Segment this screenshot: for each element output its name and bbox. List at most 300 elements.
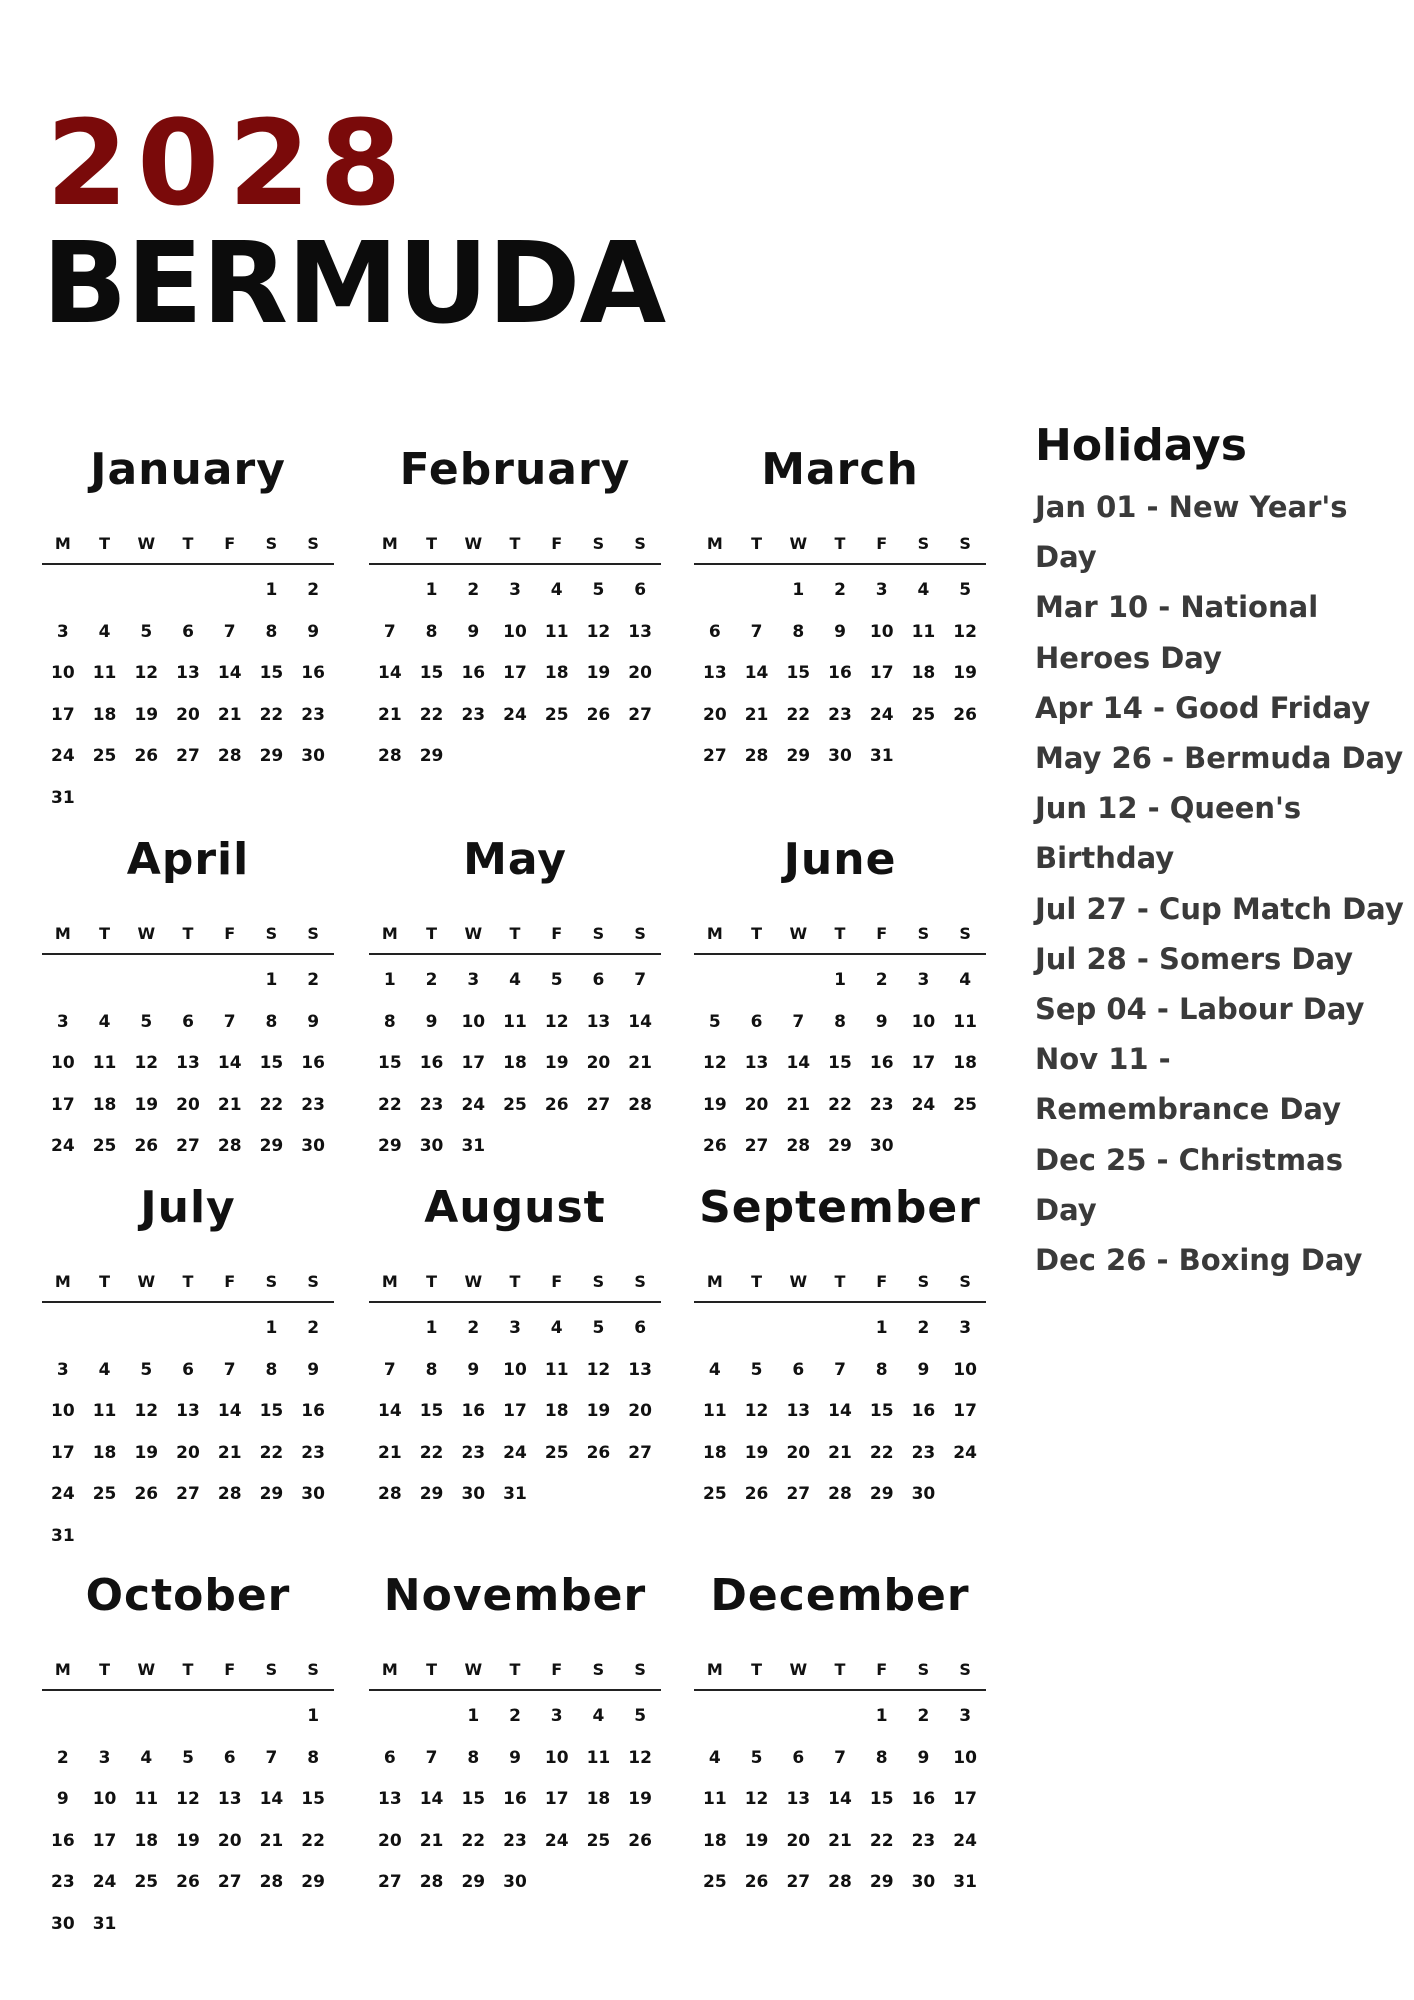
day-cell: 11 <box>544 621 569 642</box>
day-cell: 14 <box>786 1053 811 1073</box>
day-cell: 8 <box>425 1359 438 1380</box>
day-cell: 18 <box>503 1053 527 1073</box>
day-cell: 4 <box>550 580 563 600</box>
day-cell: 30 <box>911 1484 936 1504</box>
month-may <box>369 834 661 1175</box>
day-cell: 22 <box>869 1830 894 1851</box>
month-december <box>694 1570 986 1911</box>
day-cell: 19 <box>134 704 159 725</box>
empty-cell <box>209 577 251 619</box>
day-cell: 26 <box>703 1136 727 1156</box>
day-cell: 16 <box>419 1053 444 1073</box>
month-name: June <box>783 834 897 885</box>
day-cell: 6 <box>634 580 647 600</box>
day-cell: 3 <box>550 1706 563 1726</box>
day-cell: 7 <box>383 1359 396 1380</box>
day-cell: 29 <box>259 1484 284 1504</box>
day-cell: 3 <box>56 1011 69 1032</box>
day-cell: 10 <box>953 1359 977 1380</box>
day-cell: 16 <box>828 663 852 683</box>
weekday-header <box>42 1272 334 1303</box>
day-cell: 11 <box>134 1789 159 1809</box>
day-cell: 11 <box>703 1789 727 1809</box>
empty-cell <box>819 1315 861 1357</box>
day-cell: 24 <box>51 1136 75 1156</box>
day-cell: 28 <box>744 746 769 766</box>
day-cell: 20 <box>176 704 200 725</box>
day-cell: 4 <box>550 1318 563 1338</box>
day-cell: 12 <box>586 621 611 642</box>
day-cell: 31 <box>953 1872 977 1892</box>
day-cell: 12 <box>544 1011 569 1032</box>
weekday-label: F <box>876 534 888 553</box>
day-cell: 15 <box>869 1789 894 1809</box>
day-cell: 14 <box>259 1789 284 1809</box>
day-cell: 7 <box>834 1359 846 1380</box>
day-cell: 12 <box>134 663 159 683</box>
day-cell: 4 <box>708 1359 721 1380</box>
day-cell: 31 <box>51 1525 75 1546</box>
day-cell: 12 <box>176 1789 200 1809</box>
weekday-label: S <box>592 1272 605 1291</box>
day-cell: 9 <box>467 1359 480 1380</box>
day-cell: 6 <box>182 1011 194 1032</box>
day-cell: 11 <box>544 1359 569 1380</box>
day-cell: 22 <box>419 1442 444 1463</box>
day-cell: 1 <box>792 580 805 600</box>
day-cell: 10 <box>92 1789 117 1809</box>
day-cell: 29 <box>419 746 444 766</box>
day-cell: 17 <box>92 1830 117 1851</box>
day-cell: 19 <box>744 1830 769 1851</box>
day-cell: 27 <box>786 1872 811 1892</box>
weekday-label: M <box>381 1660 398 1679</box>
day-cell: 22 <box>378 1094 402 1115</box>
day-cell: 28 <box>378 1484 402 1504</box>
day-cell: 16 <box>911 1789 936 1809</box>
day-cell: 21 <box>828 1442 852 1463</box>
day-cell: 22 <box>259 1094 284 1115</box>
weekday-label: W <box>137 1272 156 1291</box>
day-cell: 18 <box>953 1053 977 1073</box>
day-cell: 6 <box>792 1747 805 1768</box>
empty-cell <box>125 577 167 619</box>
day-cell: 25 <box>703 1872 727 1892</box>
month-july <box>42 1182 334 1564</box>
day-cell: 5 <box>140 1359 153 1380</box>
holiday-item: Nov 11 - Remembrance Day <box>1035 1042 1341 1127</box>
day-cell: 11 <box>586 1747 611 1768</box>
day-cell: 22 <box>828 1094 852 1115</box>
day-cell: 17 <box>51 1094 75 1115</box>
holiday-item: Sep 04 - Labour Day <box>1035 992 1365 1027</box>
day-cell: 14 <box>378 663 402 683</box>
day-cell: 5 <box>959 580 972 600</box>
weekday-label: T <box>182 1660 194 1679</box>
weekday-label: W <box>789 1660 808 1679</box>
empty-cell <box>42 1703 84 1745</box>
day-cell: 20 <box>378 1830 402 1851</box>
day-cell: 26 <box>134 746 159 766</box>
day-cell: 30 <box>419 1136 444 1156</box>
day-cell: 14 <box>378 1401 402 1421</box>
day-cell: 31 <box>51 787 75 808</box>
day-cell: 13 <box>217 1789 242 1809</box>
day-cell: 21 <box>378 1442 402 1463</box>
weekday-label: T <box>509 1272 521 1291</box>
day-cell: 10 <box>51 663 75 683</box>
day-grid <box>42 1691 334 1952</box>
empty-cell <box>736 967 778 1009</box>
weekday-label: W <box>137 1660 156 1679</box>
day-grid <box>694 1303 986 1523</box>
day-cell: 3 <box>509 1318 521 1338</box>
day-cell: 14 <box>217 663 242 683</box>
day-cell: 29 <box>259 1136 284 1156</box>
holidays-list <box>1035 482 1405 1285</box>
day-cell: 16 <box>301 1053 325 1073</box>
empty-cell <box>777 967 819 1009</box>
day-cell: 25 <box>503 1094 527 1115</box>
day-cell: 1 <box>425 1318 438 1338</box>
day-cell: 23 <box>461 704 486 725</box>
empty-cell <box>694 1703 736 1745</box>
day-cell: 16 <box>301 1401 325 1421</box>
month-name: December <box>710 1570 970 1621</box>
day-cell: 27 <box>378 1872 402 1892</box>
holiday-item: Jun 12 - Queen's Birthday <box>1035 791 1302 876</box>
day-cell: 28 <box>217 1484 242 1504</box>
day-cell: 21 <box>828 1830 852 1851</box>
day-cell: 20 <box>176 1442 200 1463</box>
empty-cell <box>84 1315 126 1357</box>
month-november <box>369 1570 661 1911</box>
day-cell: 1 <box>875 1318 888 1338</box>
day-cell: 31 <box>461 1136 486 1156</box>
day-cell: 25 <box>134 1872 159 1892</box>
day-cell: 28 <box>786 1136 811 1156</box>
day-cell: 24 <box>461 1094 486 1115</box>
day-cell: 27 <box>744 1136 769 1156</box>
day-cell: 7 <box>223 621 236 642</box>
day-cell: 11 <box>503 1011 527 1032</box>
empty-cell <box>369 1315 411 1357</box>
day-cell: 3 <box>917 970 930 990</box>
weekday-label: M <box>381 924 398 943</box>
day-cell: 13 <box>744 1053 769 1073</box>
day-cell: 5 <box>750 1359 763 1380</box>
day-cell: 24 <box>911 1094 936 1115</box>
day-cell: 6 <box>592 970 605 990</box>
day-cell: 7 <box>792 1011 805 1032</box>
day-cell: 20 <box>703 704 727 725</box>
day-cell: 10 <box>51 1053 75 1073</box>
day-cell: 3 <box>98 1747 111 1768</box>
weekday-label: T <box>99 924 111 943</box>
year-heading: 2028 <box>46 94 411 232</box>
day-cell: 2 <box>307 970 320 990</box>
day-cell: 22 <box>869 1442 894 1463</box>
day-cell: 30 <box>301 746 325 766</box>
day-cell: 8 <box>834 1011 846 1032</box>
day-cell: 20 <box>217 1830 242 1851</box>
day-cell: 10 <box>503 621 527 642</box>
day-cell: 23 <box>828 704 852 725</box>
day-cell: 2 <box>307 1318 320 1338</box>
day-cell: 14 <box>419 1789 444 1809</box>
day-cell: 23 <box>301 1442 325 1463</box>
day-cell: 10 <box>51 1401 75 1421</box>
empty-cell <box>736 1703 778 1745</box>
weekday-label: S <box>265 924 278 943</box>
weekday-label: T <box>751 534 763 553</box>
day-cell: 1 <box>834 970 846 990</box>
weekday-label: F <box>224 534 236 553</box>
day-cell: 23 <box>461 1442 486 1463</box>
empty-cell <box>42 967 84 1009</box>
day-cell: 6 <box>223 1747 236 1768</box>
day-cell: 31 <box>503 1484 527 1504</box>
day-cell: 8 <box>467 1747 480 1768</box>
weekday-label: F <box>551 534 563 553</box>
day-cell: 29 <box>869 1484 894 1504</box>
day-cell: 17 <box>953 1401 977 1421</box>
empty-cell <box>125 1315 167 1357</box>
day-cell: 26 <box>544 1094 569 1115</box>
month-name: May <box>463 834 567 885</box>
day-grid <box>42 1303 334 1564</box>
day-cell: 27 <box>786 1484 811 1504</box>
day-cell: 21 <box>217 704 242 725</box>
day-cell: 13 <box>176 1053 200 1073</box>
day-cell: 27 <box>703 746 727 766</box>
weekday-label: S <box>307 534 319 553</box>
empty-cell <box>42 577 84 619</box>
month-name: July <box>140 1182 236 1233</box>
day-cell: 2 <box>917 1706 930 1726</box>
day-cell: 18 <box>703 1830 727 1851</box>
weekday-label: W <box>464 534 483 553</box>
day-cell: 16 <box>461 1401 486 1421</box>
day-cell: 9 <box>307 621 320 642</box>
day-cell: 25 <box>92 746 117 766</box>
day-cell: 19 <box>176 1830 200 1851</box>
empty-cell <box>411 1703 453 1745</box>
day-cell: 2 <box>307 580 320 600</box>
day-cell: 25 <box>911 704 936 725</box>
day-cell: 22 <box>259 704 284 725</box>
day-cell: 24 <box>92 1872 117 1892</box>
day-cell: 26 <box>586 1442 611 1463</box>
weekday-label: S <box>265 534 278 553</box>
day-cell: 4 <box>708 1747 721 1768</box>
day-cell: 22 <box>259 1442 284 1463</box>
day-cell: 26 <box>134 1136 159 1156</box>
weekday-label: M <box>54 1660 71 1679</box>
day-cell: 23 <box>301 1094 325 1115</box>
day-cell: 3 <box>56 621 69 642</box>
day-cell: 6 <box>708 621 721 642</box>
day-cell: 5 <box>634 1706 647 1726</box>
day-cell: 23 <box>51 1872 75 1892</box>
day-cell: 11 <box>911 621 936 642</box>
day-cell: 15 <box>259 663 284 683</box>
weekday-label: F <box>876 1272 888 1291</box>
weekday-label: S <box>592 534 605 553</box>
day-cell: 19 <box>586 1401 611 1421</box>
weekday-label: M <box>381 534 398 553</box>
day-cell: 4 <box>917 580 930 600</box>
day-cell: 28 <box>628 1094 652 1115</box>
weekday-label: T <box>182 924 194 943</box>
month-september <box>694 1182 986 1523</box>
country-heading: BERMUDA <box>42 219 666 349</box>
weekday-label: T <box>99 534 111 553</box>
day-cell: 12 <box>628 1747 652 1768</box>
day-cell: 24 <box>869 704 894 725</box>
weekday-label: S <box>634 534 646 553</box>
day-cell: 25 <box>953 1094 977 1115</box>
empty-cell <box>209 967 251 1009</box>
day-cell: 30 <box>503 1872 527 1892</box>
day-cell: 5 <box>550 970 563 990</box>
day-cell: 21 <box>419 1830 444 1851</box>
day-cell: 9 <box>875 1011 888 1032</box>
weekday-header <box>694 924 986 955</box>
day-cell: 22 <box>301 1830 325 1851</box>
empty-cell <box>736 577 778 619</box>
empty-cell <box>209 1703 251 1745</box>
day-grid <box>369 1691 661 1911</box>
day-cell: 6 <box>182 1359 194 1380</box>
month-march <box>694 444 986 785</box>
day-cell: 12 <box>134 1053 159 1073</box>
day-cell: 2 <box>834 580 846 600</box>
weekday-label: T <box>834 534 846 553</box>
day-cell: 31 <box>869 746 894 766</box>
weekday-label: S <box>917 534 930 553</box>
day-cell: 27 <box>176 746 200 766</box>
day-cell: 4 <box>592 1706 605 1726</box>
day-cell: 24 <box>51 1484 75 1504</box>
day-cell: 17 <box>461 1053 486 1073</box>
day-cell: 27 <box>628 704 652 725</box>
month-name: October <box>85 1570 291 1621</box>
day-cell: 12 <box>703 1053 727 1073</box>
day-cell: 26 <box>134 1484 159 1504</box>
day-cell: 2 <box>509 1706 521 1726</box>
day-cell: 30 <box>828 746 852 766</box>
day-cell: 26 <box>953 704 977 725</box>
day-grid <box>369 1303 661 1523</box>
day-cell: 23 <box>911 1830 936 1851</box>
day-cell: 10 <box>869 621 894 642</box>
day-cell: 5 <box>750 1747 763 1768</box>
weekday-label: T <box>99 1272 111 1291</box>
day-cell: 2 <box>467 1318 480 1338</box>
day-cell: 7 <box>223 1011 236 1032</box>
day-cell: 18 <box>92 1442 117 1463</box>
day-cell: 25 <box>586 1830 611 1851</box>
day-cell: 28 <box>828 1872 852 1892</box>
weekday-header <box>369 924 661 955</box>
holiday-item: Mar 10 - National Heroes Day <box>1035 590 1319 675</box>
day-cell: 8 <box>265 1359 278 1380</box>
day-cell: 4 <box>509 970 521 990</box>
day-cell: 21 <box>217 1442 242 1463</box>
day-cell: 5 <box>140 1011 153 1032</box>
day-cell: 11 <box>92 663 117 683</box>
day-cell: 8 <box>265 1011 278 1032</box>
day-cell: 14 <box>217 1401 242 1421</box>
day-cell: 8 <box>425 621 438 642</box>
day-cell: 8 <box>307 1747 320 1768</box>
day-cell: 28 <box>217 746 242 766</box>
day-cell: 15 <box>786 663 811 683</box>
day-cell: 19 <box>703 1094 727 1115</box>
day-cell: 27 <box>176 1136 200 1156</box>
day-cell: 9 <box>307 1359 320 1380</box>
day-cell: 19 <box>953 663 977 683</box>
weekday-label: M <box>54 1272 71 1291</box>
weekday-label: T <box>182 1272 194 1291</box>
day-cell: 3 <box>467 970 480 990</box>
day-cell: 15 <box>419 1401 444 1421</box>
day-cell: 25 <box>544 1442 569 1463</box>
day-cell: 19 <box>134 1094 159 1115</box>
day-cell: 1 <box>467 1706 480 1726</box>
day-cell: 4 <box>140 1747 153 1768</box>
empty-cell <box>125 967 167 1009</box>
weekday-label: T <box>509 1660 521 1679</box>
day-cell: 19 <box>544 1053 569 1073</box>
weekday-header <box>369 1272 661 1303</box>
day-cell: 12 <box>744 1789 769 1809</box>
weekday-label: T <box>751 1660 763 1679</box>
empty-cell <box>84 967 126 1009</box>
weekday-header <box>42 1660 334 1691</box>
holiday-item: Jul 27 - Cup Match Day <box>1035 891 1404 926</box>
day-cell: 22 <box>786 704 811 725</box>
day-cell: 2 <box>875 970 888 990</box>
day-cell: 17 <box>51 704 75 725</box>
day-cell: 25 <box>544 704 569 725</box>
day-cell: 3 <box>56 1359 69 1380</box>
day-cell: 30 <box>869 1136 894 1156</box>
day-cell: 1 <box>425 580 438 600</box>
day-cell: 18 <box>703 1442 727 1463</box>
day-cell: 19 <box>744 1442 769 1463</box>
day-cell: 18 <box>92 1094 117 1115</box>
day-cell: 29 <box>378 1136 402 1156</box>
day-cell: 16 <box>869 1053 894 1073</box>
empty-cell <box>125 1703 167 1745</box>
day-cell: 9 <box>425 1011 438 1032</box>
day-cell: 15 <box>301 1789 325 1809</box>
empty-cell <box>736 1315 778 1357</box>
day-cell: 1 <box>875 1706 888 1726</box>
weekday-label: S <box>959 1660 971 1679</box>
day-cell: 20 <box>786 1830 811 1851</box>
day-cell: 17 <box>503 1401 527 1421</box>
day-cell: 29 <box>828 1136 852 1156</box>
day-cell: 14 <box>828 1789 852 1809</box>
day-cell: 24 <box>953 1442 977 1463</box>
day-cell: 17 <box>544 1789 569 1809</box>
weekday-label: M <box>706 1272 723 1291</box>
weekday-label: M <box>706 534 723 553</box>
day-cell: 26 <box>744 1872 769 1892</box>
